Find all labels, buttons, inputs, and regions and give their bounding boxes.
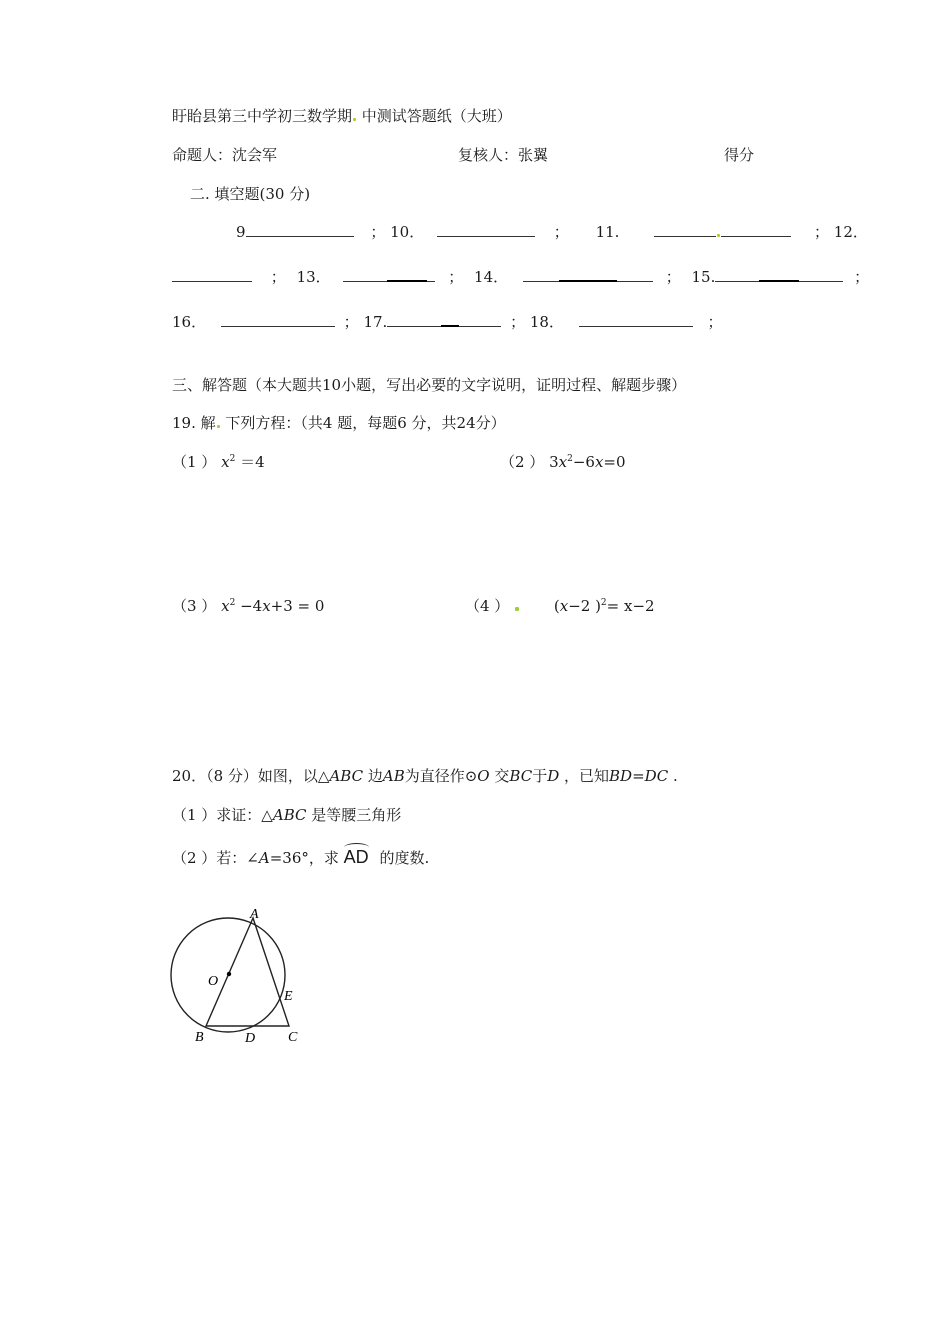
q9-label: 9 bbox=[236, 223, 246, 241]
q15-blank[interactable] bbox=[715, 267, 759, 282]
answer-row-1: 9 ； 10． ； 11. ； 12． bbox=[236, 223, 868, 241]
q13-label: 13． bbox=[296, 268, 331, 286]
score-label: 得分 bbox=[724, 146, 755, 164]
q20-part-1: （1 ）求证：△ABC 是等腰三角形 bbox=[172, 806, 402, 824]
q15-label: 15. bbox=[691, 268, 716, 286]
q18-blank[interactable] bbox=[579, 312, 693, 327]
q19-part-4: （4 ） (x−2 )$^2$= x−2 bbox=[465, 597, 655, 615]
label-e: E bbox=[284, 989, 293, 1004]
q10-label: 10． bbox=[390, 223, 425, 241]
q12-blank[interactable] bbox=[172, 267, 252, 282]
q10-blank[interactable] bbox=[437, 222, 535, 237]
section-heading-solutions: 三、解答题（本大题共10小题，写出必要的文字说明，证明过程、解题步骤） bbox=[172, 376, 687, 394]
q18-label: 18． bbox=[529, 313, 564, 331]
label-a: A bbox=[250, 907, 259, 922]
label-c: C bbox=[288, 1030, 298, 1045]
q19-part-3: （3 ） $x^2 -4x+3 = 0$ bbox=[172, 597, 325, 615]
q13-blank[interactable] bbox=[343, 267, 387, 282]
section-heading-fill-in: 二. 填空题(30 分) bbox=[190, 185, 311, 203]
q12-label: 12． bbox=[833, 223, 868, 241]
circle-triangle-figure bbox=[160, 900, 320, 1050]
answer-row-2: ； 13． ； 14． ； 15. ； bbox=[172, 266, 869, 287]
q14-label: 14． bbox=[474, 268, 509, 286]
triangle-abc bbox=[206, 918, 289, 1026]
q17-label: 17. bbox=[363, 313, 388, 331]
q20-part-2: （2 ）若：∠A=36°，求 AD 的度数. bbox=[172, 847, 430, 867]
center-point-o bbox=[227, 972, 231, 976]
label-o: O bbox=[208, 974, 219, 989]
q20-stem: 20．（8 分）如图，以△ABC 边AB为直径作⊙O 交BC于D ，已知BD=DC . bbox=[172, 767, 678, 785]
page-title: 盱眙县第三中学初三数学期 中测试答题纸（大班） bbox=[172, 107, 512, 125]
q11-label: 11. bbox=[595, 223, 620, 241]
author-label: 命题人：沈会军 bbox=[172, 146, 278, 164]
answer-row-3: 16． ； 17. ； 18． ； bbox=[172, 313, 723, 331]
q19-part-1: （1 ） $x^2 =4$ bbox=[172, 453, 265, 471]
q9-blank[interactable] bbox=[246, 222, 354, 237]
q16-label: 16． bbox=[172, 313, 207, 331]
q17-blank[interactable] bbox=[387, 312, 441, 327]
q14-blank[interactable] bbox=[523, 267, 559, 282]
q19-part-2: （2 ） $3x^2-6x=0$ bbox=[500, 453, 626, 471]
arc-ad-symbol: AD bbox=[343, 847, 369, 867]
stray-dot bbox=[353, 118, 356, 121]
label-b: B bbox=[195, 1030, 204, 1045]
q19-intro: 19. 解 下列方程：（共4 题，每题6 分，共24分） bbox=[172, 414, 506, 432]
q16-blank[interactable] bbox=[221, 312, 335, 327]
q11-blank[interactable] bbox=[654, 222, 716, 237]
label-d: D bbox=[245, 1031, 256, 1046]
reviewer-label: 复核人：张翼 bbox=[458, 146, 549, 164]
